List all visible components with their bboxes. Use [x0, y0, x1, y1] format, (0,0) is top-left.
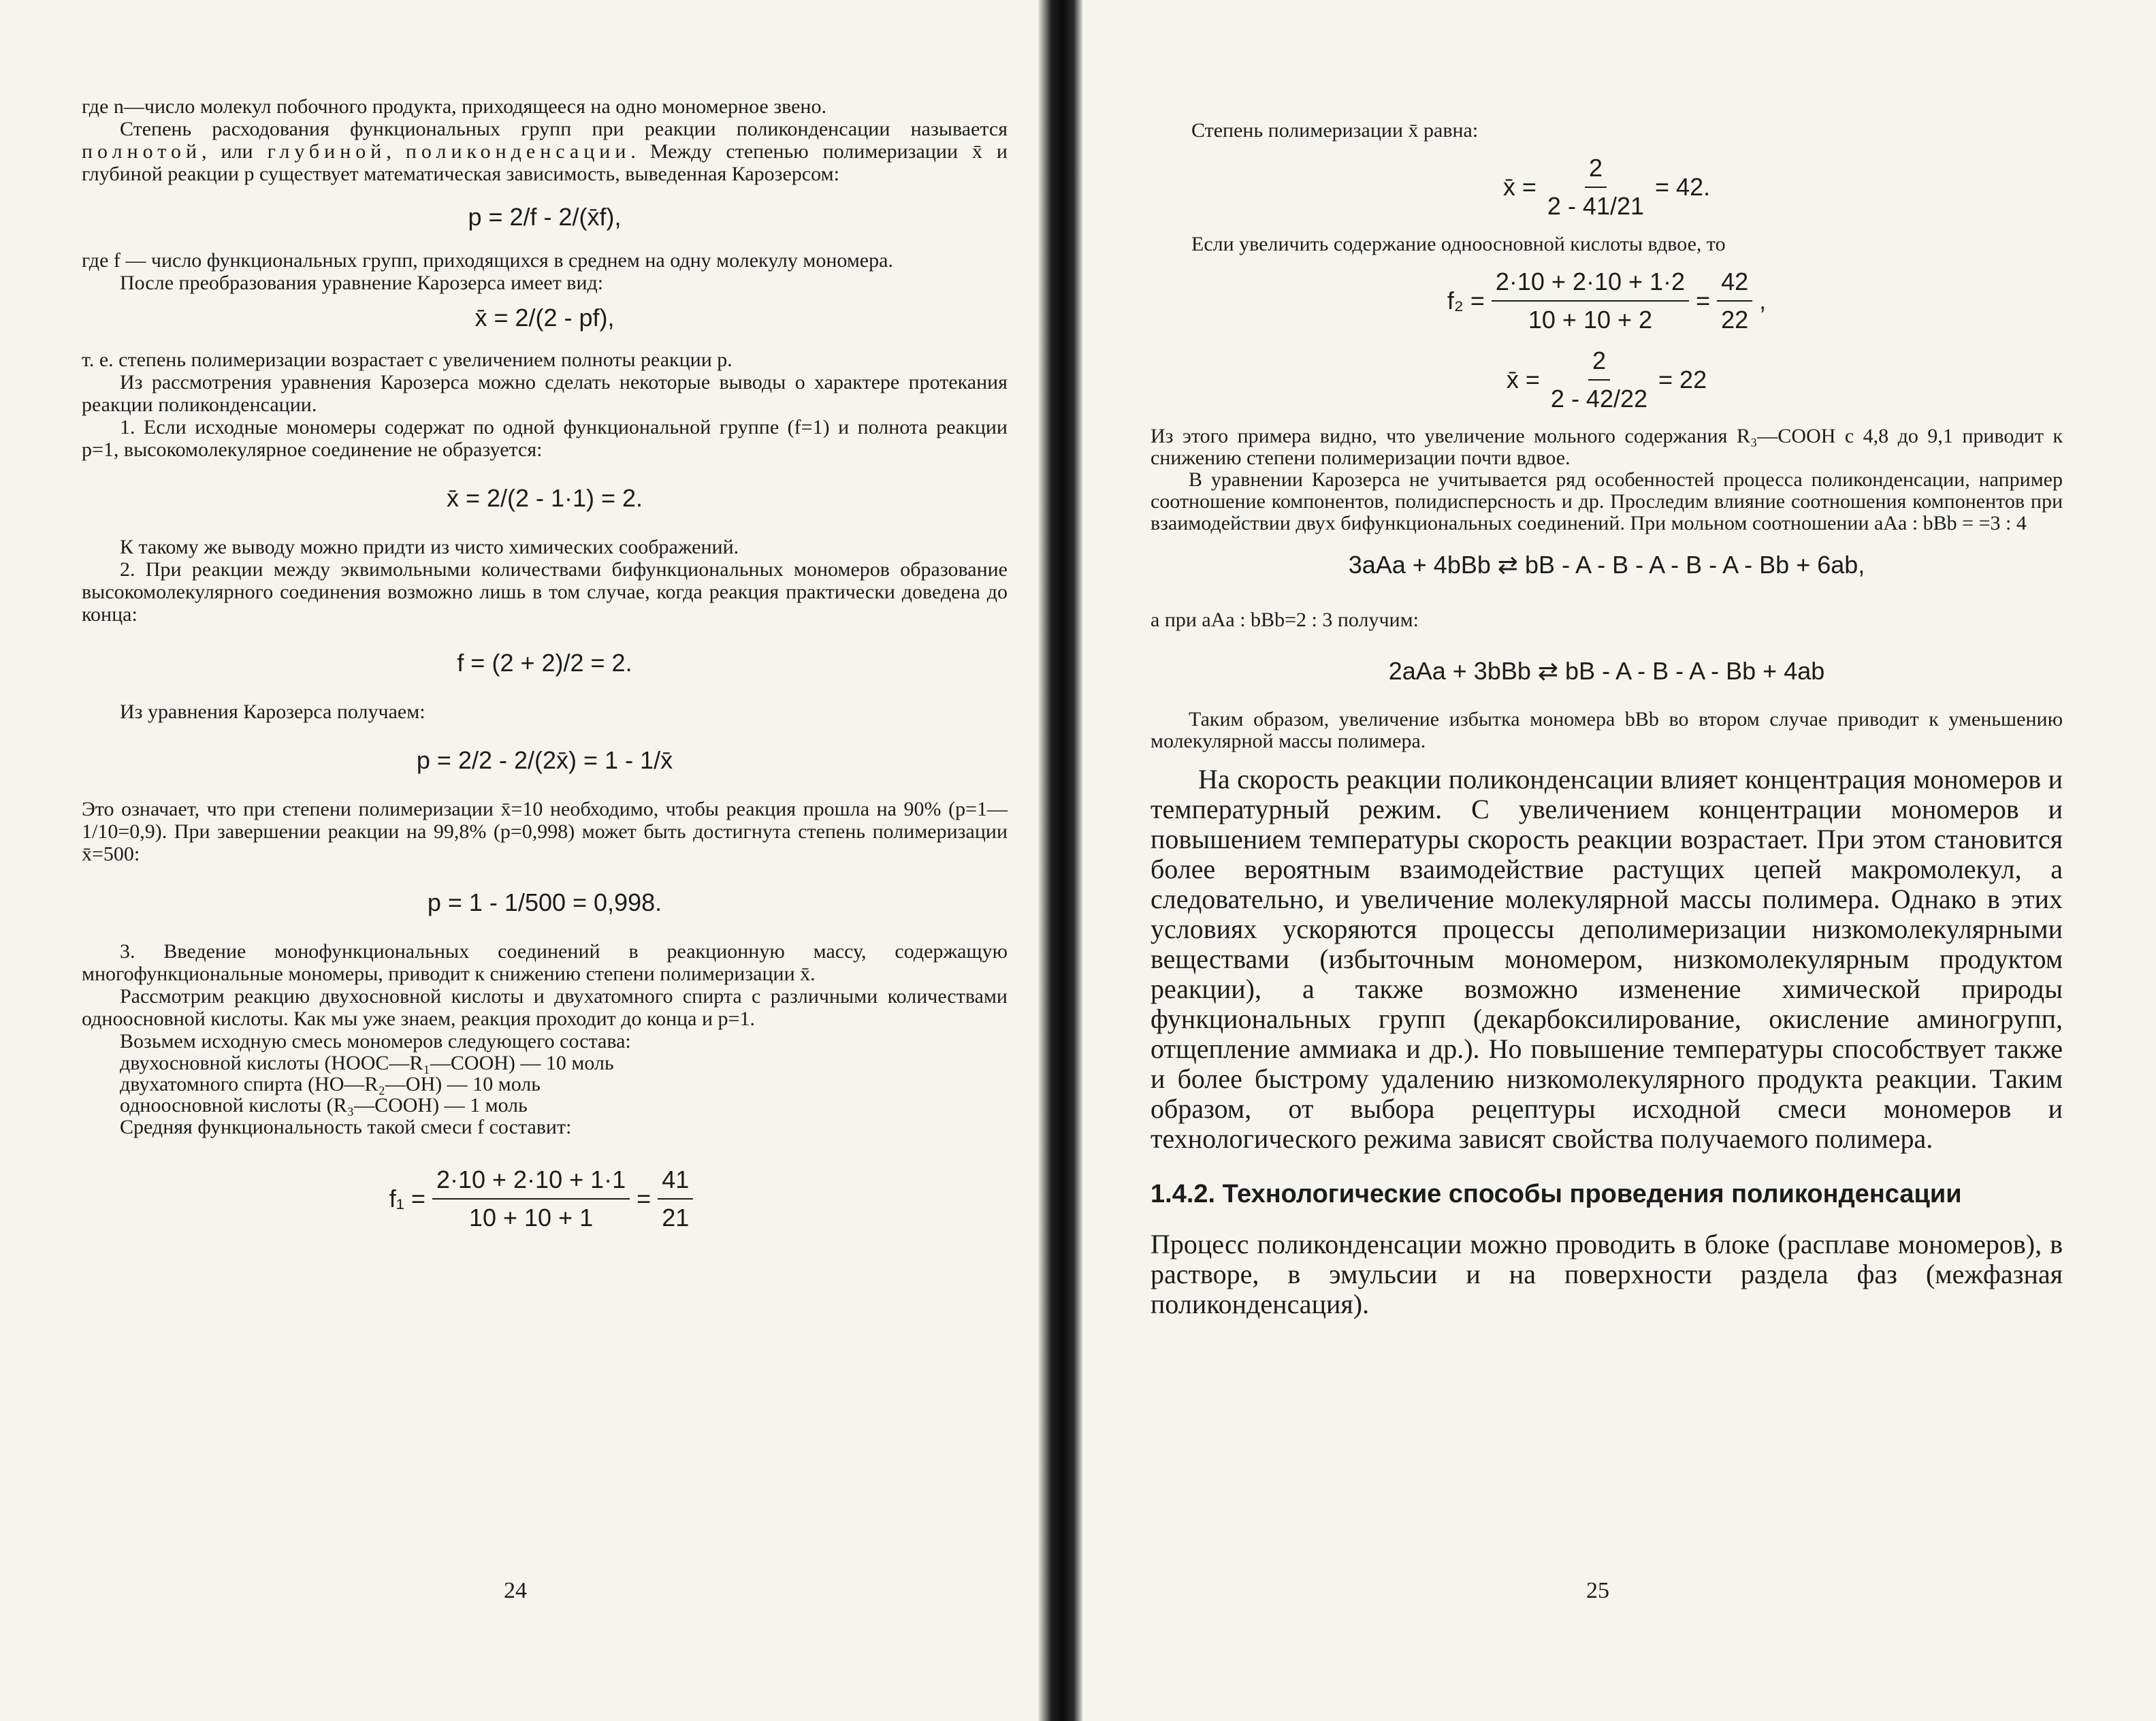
term-completeness: полнотой: [82, 140, 202, 163]
reaction-equation: 3aAa + 4bBb ⇄ bB - A - B - A - B - A - Bb + 6ab,: [1348, 551, 1865, 579]
paragraph: Средняя функциональность такой смеси f составит:: [120, 1116, 572, 1138]
paragraph: Из рассмотрения уравнения Карозерса можно сделать некоторые выводы о характере протекания реакции поликонденсации.: [82, 371, 1008, 416]
fraction: $\frac{2}{2 - 41/21}$: [1547, 154, 1645, 220]
paragraph: Процесс поликонденсации можно проводить в блоке (расплаве мономеров), в растворе, в эмульсии и на поверхности раздела фаз (межфазная поликонденсация).: [1151, 1229, 2063, 1319]
term-depth: глубиной: [267, 140, 387, 163]
reaction-equation: 2aAa + 3bBb ⇄ bB - A - B - A - Bb + 4ab: [1388, 657, 1825, 685]
fraction: $\frac{42}{22}$: [1717, 268, 1752, 334]
equation: p = 2/2 - 2/(2x̄) = 1 - 1/x̄: [416, 746, 673, 774]
book-spine-shadow: [1038, 0, 1082, 1721]
paragraph: Из уравнения Карозерса получаем:: [120, 701, 425, 723]
equation-carothers-transformed: x̄ = 2/(2 - pf),: [474, 304, 615, 332]
equation-carothers: p = 2/f - 2/(x̄f),: [468, 203, 622, 231]
left-page-text: [82, 95, 1008, 1244]
paragraph: Возьмем исходную смесь мономеров следующего состава:: [120, 1030, 631, 1052]
paragraph: т. е. степень полимеризации возрастает с увеличением полноты реакции p.: [82, 349, 733, 371]
page-number: 24: [504, 1578, 527, 1603]
paragraph: а при aAa : bBb=2 : 3 получим:: [1151, 609, 1419, 631]
fraction: $\frac{2\cdot 10 + 2\cdot 10 + 1\cdot 2}{10 + 10 + 2}$: [1492, 268, 1689, 334]
fraction: $\frac{2\cdot 10 + 2\cdot 10 + 1\cdot 1}{10 + 10 + 1}$: [432, 1165, 630, 1232]
paragraph: Степень полимеризации x̄ равна:: [1191, 119, 1479, 142]
section-heading: 1.4.2. Технологические способы проведения поликонденсации: [1151, 1180, 1962, 1208]
paragraph: Рассмотрим реакцию двухосновной кислоты и двухатомного спирта с различными количествами одноосновной кислоты. Как мы уже знаем, реакция проходит до конца и p=1.: [82, 985, 1008, 1030]
equation-f1: f₁ = $\frac{2\cdot 10 + 2\cdot 10 + 1\cdot 1}{10 + 10 + 1}$ = $\frac{41}{21}$: [82, 1165, 1008, 1232]
paragraph: Это означает, что при степени полимеризации x̄=10 необходимо, чтобы реакция прошла на 90% (p=1—1/10=0,9). При завершении реакции на 99,8% (p=0,998) может быть достигнута степень полимеризации x̄=500:: [82, 798, 1008, 865]
equation-x1: x̄ = $\frac{2}{2 - 41/21}$ = 42.: [1502, 154, 1711, 220]
fraction: $\frac{41}{21}$: [658, 1165, 693, 1232]
paragraph: Если увеличить содержание одноосновной кислоты вдвое, то: [1191, 233, 1726, 255]
paragraph: В уравнении Карозерса не учитывается ряд особенностей процесса поликонденсации, например соотношение компонентов, полидисперсность и др. Проследим влияние соотношения компонентов при взаимодействии двух бифункциональных соединений. При мольном соотношении aAa : bBb = =3 : 4: [1151, 468, 2063, 534]
paragraph: Из этого примера видно, что увеличение мольного содержания R₃—COOH с 4,8 до 9,1 приводит к снижению степени полимеризации почти вдвое.: [1151, 425, 2063, 469]
fraction: $\frac{2}{2 - 42/22}$: [1550, 347, 1648, 413]
left-page: [0, 0, 1038, 1721]
paragraph: где n—число молекул побочного продукта, приходящееся на одно мономерное звено.: [82, 95, 826, 118]
equation: p = 1 - 1/500 = 0,998.: [427, 888, 662, 916]
paragraph: Таким образом, увеличение избытка мономера bBb во втором случае приводит к уменьшению молекулярной массы полимера.: [1151, 708, 2063, 752]
paragraph-degree-of-completion: Степень расходования функциональных групп при реакции поликонденсации называется полнотой, или глубиной, поликонденсации. Между степенью полимеризации x̄ и глубиной реакции p существует математическая зависимость, выведенная Карозерсом:: [82, 118, 1008, 185]
paragraph: После преобразования уравнение Карозерса имеет вид:: [120, 272, 604, 294]
term-polycondensation: поликонденсации: [405, 140, 631, 163]
equation: f = (2 + 2)/2 = 2.: [457, 649, 632, 677]
equation: x̄ = 2/(2 - 1·1) = 2.: [446, 484, 643, 512]
list-item: двухатомного спирта (HO—R₂—OH) — 10 моль: [120, 1073, 541, 1095]
page-number: 25: [1586, 1578, 1609, 1603]
paragraph: На скорость реакции поликонденсации влияет концентрация мономеров и температурный режим. С увеличением концентрации мономеров и повышением температуры скорость реакции возрастает. При этом становится более вероятным взаимодействие растущих цепей макромолекул, а следовательно, и увеличение молекулярной массы полимера. Однако в этих условиях ускоряются процессы деполимеризации низкомолекулярными веществами (избыточным мономером, низкомолекулярным продуктом реакции), а также возможно изменение химической природы функциональных групп (декарбоксилирование, окисление аминогрупп, отщепление аммиака и др.). Но повышение температуры способствует также и более быстрому удалению низкомолекулярного продукта реакции. Таким образом, от выбора рецептуры исходной смеси мономеров и технологического режима зависят свойства получаемого полимера.: [1151, 764, 2063, 1154]
paragraph: где f — число функциональных групп, приходящихся в среднем на одну молекулу мономера.: [82, 249, 893, 272]
right-page-text: [1151, 119, 2063, 1319]
list-item: двухосновной кислоты (HOOC—R₁—COOH) — 10 моль: [120, 1052, 614, 1074]
paragraph: К такому же выводу можно придти из чисто химических соображений.: [120, 536, 739, 558]
paragraph: 2. При реакции между эквимольными количествами бифункциональных мономеров образование высокомолекулярного соединения возможно лишь в том случае, когда реакция практически доведена до конца:: [82, 558, 1008, 626]
right-page: [1082, 0, 2156, 1721]
equation-f2: f₂ = $\frac{2\cdot 10 + 2\cdot 10 + 1\cdot 2}{10 + 10 + 2}$ = $\frac{42}{22}$ ,: [1447, 268, 1767, 334]
equation-x2: x̄ = $\frac{2}{2 - 42/22}$ = 22: [1506, 347, 1707, 413]
list-item: одноосновной кислоты (R₃—COOH) — 1 моль: [120, 1094, 528, 1116]
paragraph: 3. Введение монофункциональных соединений в реакционную массу, содержащую многофункциональные мономеры, приводит к снижению степени полимеризации x̄.: [82, 940, 1008, 985]
paragraph: 1. Если исходные мономеры содержат по одной функциональной группе (f=1) и полнота реакции p=1, высокомолекулярное соединение не образуется:: [82, 416, 1008, 461]
